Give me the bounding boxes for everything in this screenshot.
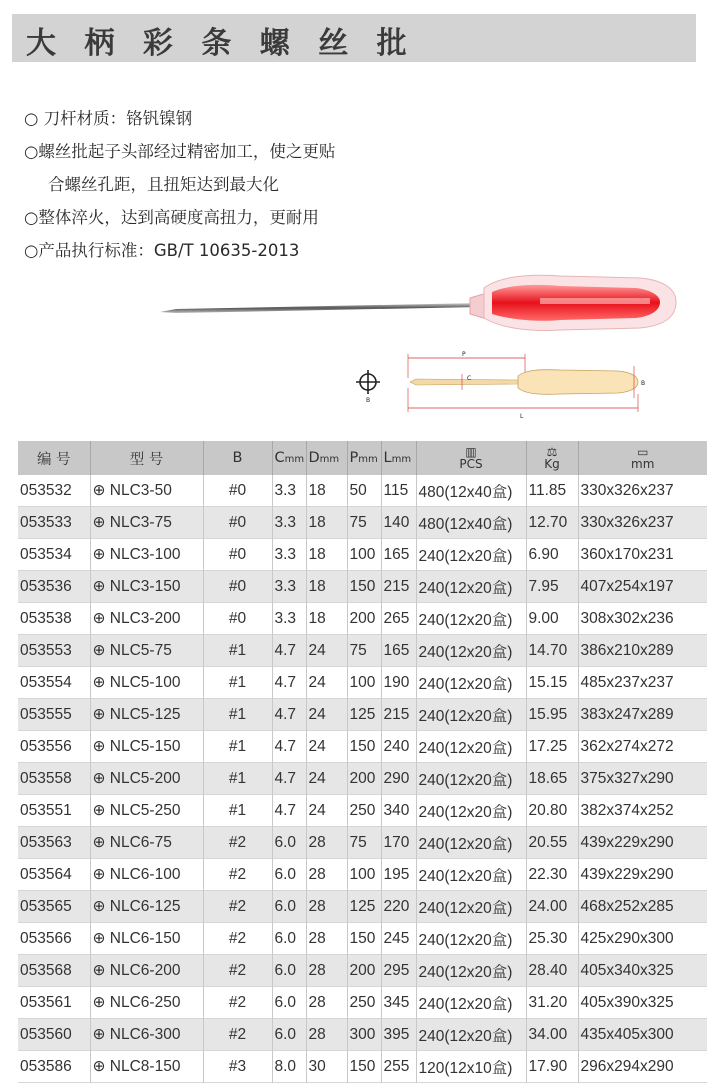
cell-p: 150	[347, 923, 381, 955]
cell-b: #1	[203, 699, 272, 731]
cell-size: 439x229x290	[578, 827, 707, 859]
cell-b: #2	[203, 827, 272, 859]
cell-kg: 28.40	[526, 955, 578, 987]
cell-p: 100	[347, 859, 381, 891]
cell-code: 053553	[18, 635, 90, 667]
cell-kg: 18.65	[526, 763, 578, 795]
cell-pcs: 240(12x20盒)	[416, 763, 526, 795]
cell-kg: 20.80	[526, 795, 578, 827]
col-size-header: ▭ mm	[578, 441, 707, 475]
col-pcs-header: ▥ PCS	[416, 441, 526, 475]
cell-code: 053561	[18, 987, 90, 1019]
cell-l: 165	[381, 539, 416, 571]
cell-pcs: 120(12x10盒)	[416, 1051, 526, 1083]
cell-p: 75	[347, 635, 381, 667]
cell-kg: 6.90	[526, 539, 578, 571]
table-row	[18, 1019, 707, 1051]
cell-size: 375x327x290	[578, 763, 707, 795]
cell-size: 468x252x285	[578, 891, 707, 923]
cell-code: 053564	[18, 859, 90, 891]
col-p-header: Pmm	[347, 441, 381, 475]
box-icon: ▭	[637, 445, 649, 459]
cell-code: 053534	[18, 539, 90, 571]
cell-model: ⊕ NLC6-250	[90, 987, 203, 1019]
cell-b: #1	[203, 795, 272, 827]
cell-model: ⊕ NLC5-125	[90, 699, 203, 731]
col-d-header: Dmm	[306, 441, 347, 475]
col-model-header: 型 号	[90, 441, 203, 475]
cell-pcs: 240(12x20盒)	[416, 635, 526, 667]
cell-code: 053565	[18, 891, 90, 923]
cell-l: 290	[381, 763, 416, 795]
cell-c: 8.0	[272, 1051, 306, 1083]
cell-code: 053555	[18, 699, 90, 731]
cell-d: 28	[306, 891, 347, 923]
cell-model: ⊕ NLC6-100	[90, 859, 203, 891]
cell-pcs: 240(12x20盒)	[416, 731, 526, 763]
cell-p: 150	[347, 731, 381, 763]
feature-item: ○ 刀杆材质：铬钒镍钢	[24, 109, 193, 128]
cell-pcs: 240(12x20盒)	[416, 699, 526, 731]
cell-code: 053536	[18, 571, 90, 603]
cell-pcs: 240(12x20盒)	[416, 859, 526, 891]
table-row	[18, 955, 707, 987]
cell-kg: 31.20	[526, 987, 578, 1019]
cell-size: 439x229x290	[580, 865, 674, 883]
cell-c: 6.0	[272, 955, 306, 987]
cell-l: 255	[381, 1051, 416, 1083]
cell-l: 195	[381, 859, 416, 891]
cell-c: 4.7	[272, 795, 306, 827]
table-row	[18, 1051, 707, 1083]
cell-kg: 17.90	[526, 1051, 578, 1083]
cell-model: ⊕ NLC3-75	[90, 507, 203, 539]
cell-d: 18	[306, 571, 347, 603]
cell-p: 300	[347, 1019, 381, 1051]
cell-kg: 25.30	[526, 923, 578, 955]
cell-d: 24	[306, 699, 347, 731]
cell-pcs: 240(12x20盒)	[416, 667, 526, 699]
cell-l: 295	[381, 955, 416, 987]
col-kg-header: ⚖ Kg	[526, 441, 578, 475]
cell-size: 425x290x300	[580, 929, 674, 947]
cell-model: ⊕ NLC5-75	[90, 635, 203, 667]
cell-code: 053532	[18, 475, 90, 507]
cell-size: 407x254x197	[578, 571, 707, 603]
cell-d: 18	[306, 603, 347, 635]
table-row	[18, 923, 707, 955]
cell-size: 383x247x289	[578, 699, 707, 731]
cell-p: 75	[347, 827, 381, 859]
screwdriver-image	[0, 262, 709, 342]
cell-kg: 11.85	[526, 475, 578, 507]
cell-size: 308x302x236	[580, 609, 674, 627]
cell-d: 28	[306, 955, 347, 987]
cell-l: 345	[381, 987, 416, 1019]
cell-c: 6.0	[272, 827, 306, 859]
cell-l: 170	[381, 827, 416, 859]
cell-p: 125	[347, 699, 381, 731]
cell-p: 100	[347, 539, 381, 571]
dim-l-label: L	[520, 413, 524, 420]
cell-c: 6.0	[272, 859, 306, 891]
dimension-diagram	[350, 348, 660, 430]
col-code-header: 编 号	[18, 441, 90, 475]
cell-model: ⊕ NLC6-125	[90, 891, 203, 923]
cell-d: 24	[306, 635, 347, 667]
tip-size-label: B	[366, 397, 371, 404]
cell-size: 330x326x237	[578, 507, 707, 539]
cell-c: 3.3	[272, 539, 306, 571]
feature-item: ○螺丝批起子头部经过精密加工，使之更贴	[24, 142, 336, 161]
cell-code: 053586	[18, 1051, 90, 1083]
cell-pcs: 240(12x20盒)	[416, 603, 526, 635]
cell-l: 215	[381, 571, 416, 603]
table-row	[18, 859, 707, 891]
cell-c: 4.7	[272, 699, 306, 731]
cell-d: 24	[306, 667, 347, 699]
cell-c: 6.0	[272, 923, 306, 955]
cell-c: 4.7	[272, 763, 306, 795]
cell-code: 053533	[18, 507, 90, 539]
cell-b: #0	[203, 507, 272, 539]
table-row	[18, 603, 707, 635]
cell-b: #3	[203, 1051, 272, 1083]
cell-p: 250	[347, 795, 381, 827]
cell-pcs: 240(12x20盒)	[416, 955, 526, 987]
cell-c: 6.0	[272, 1019, 306, 1051]
cell-b: #0	[203, 603, 272, 635]
cell-kg: 14.70	[526, 635, 578, 667]
dim-p-label: P	[462, 351, 466, 358]
cell-p: 150	[347, 571, 381, 603]
feature-item: ○产品执行标准：GB/T 10635-2013	[24, 241, 300, 260]
cell-pcs: 240(12x20盒)	[416, 923, 526, 955]
cell-b: #1	[203, 635, 272, 667]
cell-d: 24	[306, 731, 347, 763]
cell-b: #2	[203, 955, 272, 987]
cell-model: ⊕ NLC5-200	[90, 763, 203, 795]
table-row	[18, 507, 707, 539]
cell-code: 053556	[18, 731, 90, 763]
cell-size: 362x274x272	[580, 737, 674, 755]
table-row	[18, 763, 707, 795]
cell-l: 220	[381, 891, 416, 923]
cell-p: 200	[347, 955, 381, 987]
cell-model: ⊕ NLC5-250	[90, 795, 203, 827]
cell-p: 100	[347, 667, 381, 699]
cell-b: #2	[203, 859, 272, 891]
table-row	[18, 827, 707, 859]
cell-size: 382x374x252	[580, 801, 674, 819]
cell-l: 140	[381, 507, 416, 539]
cell-kg: 15.95	[526, 699, 578, 731]
table-row	[18, 731, 707, 763]
cell-size: 405x340x325	[578, 955, 707, 987]
table-row	[18, 571, 707, 603]
cell-pcs: 240(12x20盒)	[416, 827, 526, 859]
cell-kg: 17.25	[526, 731, 578, 763]
cell-b: #0	[203, 571, 272, 603]
cell-p: 200	[347, 603, 381, 635]
cell-model: ⊕ NLC6-75	[90, 827, 203, 859]
cell-l: 265	[381, 603, 416, 635]
cell-size: 485x237x237	[580, 673, 674, 691]
cell-b: #0	[203, 539, 272, 571]
cell-d: 28	[306, 827, 347, 859]
cell-model: ⊕ NLC8-150	[90, 1051, 203, 1083]
cell-l: 190	[381, 667, 416, 699]
cell-l: 215	[381, 699, 416, 731]
cell-p: 50	[347, 475, 381, 507]
cell-b: #1	[203, 667, 272, 699]
cell-d: 28	[306, 923, 347, 955]
cell-code: 053558	[18, 763, 90, 795]
cell-c: 4.7	[272, 635, 306, 667]
table-row	[18, 987, 707, 1019]
cell-p: 150	[347, 1051, 381, 1083]
cell-b: #0	[203, 475, 272, 507]
cell-kg: 15.15	[526, 667, 578, 699]
dim-b-label: B	[641, 380, 646, 387]
cell-kg: 12.70	[526, 507, 578, 539]
cell-l: 165	[381, 635, 416, 667]
cell-d: 18	[306, 539, 347, 571]
cell-c: 6.0	[272, 987, 306, 1019]
cell-kg: 24.00	[526, 891, 578, 923]
cell-model: ⊕ NLC3-50	[90, 475, 203, 507]
cell-size: 330x326x237	[580, 481, 674, 499]
cell-c: 4.7	[272, 731, 306, 763]
cell-pcs: 240(12x20盒)	[416, 571, 526, 603]
cell-size: 386x210x289	[578, 635, 707, 667]
col-l-header: Lmm	[381, 441, 416, 475]
cell-code: 053566	[18, 923, 90, 955]
cell-model: ⊕ NLC6-200	[90, 955, 203, 987]
cell-b: #2	[203, 891, 272, 923]
cell-size: 405x390x325	[580, 993, 674, 1011]
cell-model: ⊕ NLC3-100	[90, 539, 203, 571]
table-row	[18, 475, 707, 507]
feature-list	[24, 102, 335, 267]
cell-pcs: 480(12x40盒)	[416, 475, 526, 507]
cell-code: 053560	[18, 1019, 90, 1051]
cell-d: 30	[306, 1051, 347, 1083]
cell-pcs: 240(12x20盒)	[416, 539, 526, 571]
cell-d: 28	[306, 1019, 347, 1051]
cell-d: 18	[306, 475, 347, 507]
table-row	[18, 667, 707, 699]
cell-model: ⊕ NLC6-300	[90, 1019, 203, 1051]
cell-d: 18	[306, 507, 347, 539]
cell-pcs: 240(12x20盒)	[416, 1019, 526, 1051]
cell-c: 6.0	[272, 891, 306, 923]
table-header-row	[18, 441, 707, 475]
cell-model: ⊕ NLC5-150	[90, 731, 203, 763]
cell-b: #2	[203, 1019, 272, 1051]
cell-code: 053551	[18, 795, 90, 827]
carton-icon: ▥	[465, 445, 477, 459]
cell-model: ⊕ NLC6-150	[90, 923, 203, 955]
cell-model: ⊕ NLC5-100	[90, 667, 203, 699]
table-row	[18, 699, 707, 731]
cell-l: 245	[381, 923, 416, 955]
cell-d: 28	[306, 987, 347, 1019]
cell-kg: 34.00	[526, 1019, 578, 1051]
col-b-header: B	[203, 441, 272, 475]
cell-l: 240	[381, 731, 416, 763]
phillips-tip-icon	[356, 370, 380, 394]
cell-size: 296x294x290	[580, 1057, 674, 1075]
cell-kg: 22.30	[526, 859, 578, 891]
cell-b: #2	[203, 923, 272, 955]
cell-code: 053538	[18, 603, 90, 635]
cell-c: 3.3	[272, 603, 306, 635]
cell-pcs: 240(12x20盒)	[416, 987, 526, 1019]
cell-code: 053568	[18, 955, 90, 987]
table-row	[18, 539, 707, 571]
cell-p: 125	[347, 891, 381, 923]
cell-code: 053563	[18, 827, 90, 859]
cell-size: 360x170x231	[580, 545, 674, 563]
cell-d: 24	[306, 795, 347, 827]
cell-c: 3.3	[272, 571, 306, 603]
table-row	[18, 891, 707, 923]
spec-table	[18, 441, 707, 1083]
cell-kg: 9.00	[526, 603, 578, 635]
col-c-header: Cmm	[272, 441, 306, 475]
cell-c: 4.7	[272, 667, 306, 699]
cell-kg: 20.55	[526, 827, 578, 859]
cell-code: 053554	[18, 667, 90, 699]
cell-b: #1	[203, 731, 272, 763]
cell-l: 340	[381, 795, 416, 827]
cell-kg: 7.95	[526, 571, 578, 603]
dim-c-label: C	[467, 375, 472, 382]
weight-icon: ⚖	[546, 445, 558, 459]
cell-b: #1	[203, 763, 272, 795]
table-row	[18, 635, 707, 667]
cell-b: #2	[203, 987, 272, 1019]
cell-l: 115	[381, 475, 416, 507]
cell-size: 435x405x300	[578, 1019, 707, 1051]
cell-p: 200	[347, 763, 381, 795]
cell-d: 24	[306, 763, 347, 795]
cell-pcs: 240(12x20盒)	[416, 891, 526, 923]
cell-model: ⊕ NLC3-150	[90, 571, 203, 603]
feature-item: ○整体淬火，达到高硬度高扭力，更耐用	[24, 208, 319, 227]
cell-c: 3.3	[272, 507, 306, 539]
cell-l: 395	[381, 1019, 416, 1051]
cell-pcs: 240(12x20盒)	[416, 795, 526, 827]
cell-model: ⊕ NLC3-200	[90, 603, 203, 635]
table-row	[18, 795, 707, 827]
cell-p: 75	[347, 507, 381, 539]
feature-item: 合螺丝孔距，且扭矩达到最大化	[48, 175, 279, 194]
cell-c: 3.3	[272, 475, 306, 507]
page-title: 大 柄 彩 条 螺 丝 批	[26, 26, 416, 61]
cell-d: 28	[306, 859, 347, 891]
cell-p: 250	[347, 987, 381, 1019]
cell-pcs: 480(12x40盒)	[416, 507, 526, 539]
